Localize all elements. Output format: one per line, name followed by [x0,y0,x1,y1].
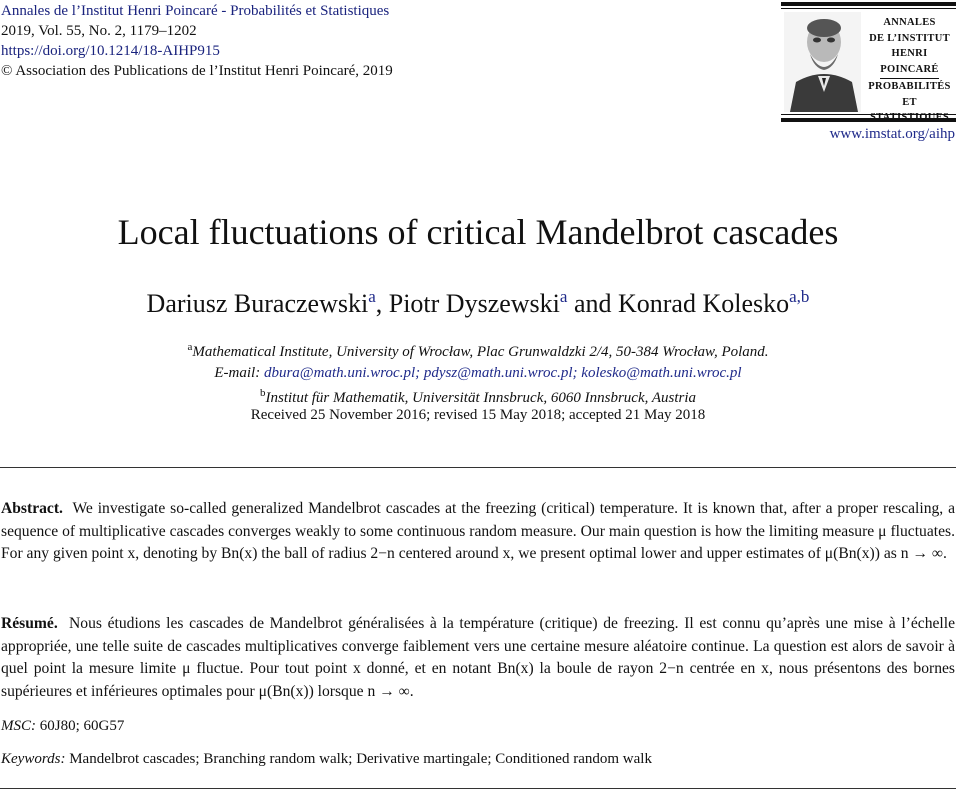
journal-url-link[interactable]: www.imstat.org/aihp [829,126,955,142]
author-separator: and [567,289,618,318]
logo-wordmark [863,15,956,126]
author-affil-mark[interactable]: a [368,287,376,306]
logo-rule-bottom [781,118,956,122]
msc-label: MSC: [1,718,36,734]
author-affil-mark[interactable]: a,b [789,287,810,306]
received-dates: Received 25 November 2016; revised 15 May 2018; accepted 21 May 2018 [250,407,706,423]
author-list [0,280,956,321]
logo-line-5: PROBABILITÉS [868,81,951,92]
resume-text: Nous étudions les cascades de Mandelbrot généralisées à la température (critique) de freezing. Il est connu qu’après une mise à l’échelle appropriée, une telle suite de cascades multiplicatives converge faiblement vers une certaine mesure aléatoire continue. La question est alors de savoir à quel point la mesure limite μ fluctue. Pour tout point x donné, et en notant Bn(x) la boule de rayon 2−n centrée en x, nous présentons des bornes supérieures et inférieures optimales pour μ(Bn(x)) lorsque n → ∞. [1,615,955,700]
logo-rule-top [781,2,956,6]
author-emails-link[interactable]: dbura@math.uni.wroc.pl; pdysz@math.uni.wroc.pl; kolesko@math.uni.wroc.pl [263,364,742,381]
author-affil-mark[interactable]: a [559,287,568,306]
logo-line-2: DE L’INSTITUT [869,32,950,44]
author-name: Konrad Kolesko [618,289,790,318]
logo-line-3: HENRI [891,48,928,59]
journal-link[interactable]: Annales de l’Institut Henri Poincaré - Probabilités et Statistiques [1,3,390,19]
author-name: Piotr Dyszewski [388,289,560,318]
abstract-text: We investigate so-called generalized Mandelbrot cascades at the freezing (critical) temperature. It is known that, after a proper rescaling, a sequence of multiplicative cascades converges weakly to some continuous random measure. Our main question is how the limiting measure μ fluctuates. For any given point x, denoting by Bn(x) the ball of radius 2−n centered around x, we present optimal lower and upper estimates of μ(Bn(x)) as n → ∞. [1,500,956,562]
volume-info: 2019, Vol. 55, No. 2, 1179–1202 [1,23,197,39]
msc-value: 60J80; 60G57 [39,718,125,734]
affil-mark-b: b [259,387,266,399]
keywords [1,749,652,769]
affiliation-a: Mathematical Institute, University of Wrocław, Plac Grunwaldzki 2/4, 50-384 Wrocław, Poland. [192,344,769,360]
paper-title: Local fluctuations of critical Mandelbrot cascades [117,212,839,252]
email-label: E-mail: [214,364,264,381]
affiliations [0,337,956,409]
logo-line-4: POINCARÉ [880,62,938,80]
author-separator: , [375,289,389,318]
divider-bottom [0,788,956,789]
author-name: Dariusz Buraczewski [146,289,369,318]
divider-top [0,467,956,468]
doi-link[interactable]: https://doi.org/10.1214/18-AIHP915 [1,43,220,59]
logo-line-6: ET [902,96,917,108]
keywords-label: Keywords: [1,751,66,767]
keywords-value: Mandelbrot cascades; Branching random walk; Derivative martingale; Conditioned random walk [69,751,652,767]
poincare-portrait-image [784,12,861,112]
logo-rule-top-thin [781,8,956,9]
journal-logo [781,2,956,122]
resume-paragraph [1,613,955,703]
abstract-label: Abstract. [1,500,63,517]
logo-rule-bottom-thin [781,114,956,115]
msc-classification [1,716,124,736]
abstract-paragraph [1,498,955,566]
affil-mark-a: a [187,341,193,353]
resume-label: Résumé. [1,615,58,632]
logo-line-1: ANNALES [883,17,936,28]
copyright-notice: © Association des Publications de l’Institut Henri Poincaré, 2019 [1,63,393,79]
affiliation-b: Institut für Mathematik, Universität Innsbruck, 6060 Innsbruck, Austria [265,390,697,406]
journal-header [1,1,393,81]
